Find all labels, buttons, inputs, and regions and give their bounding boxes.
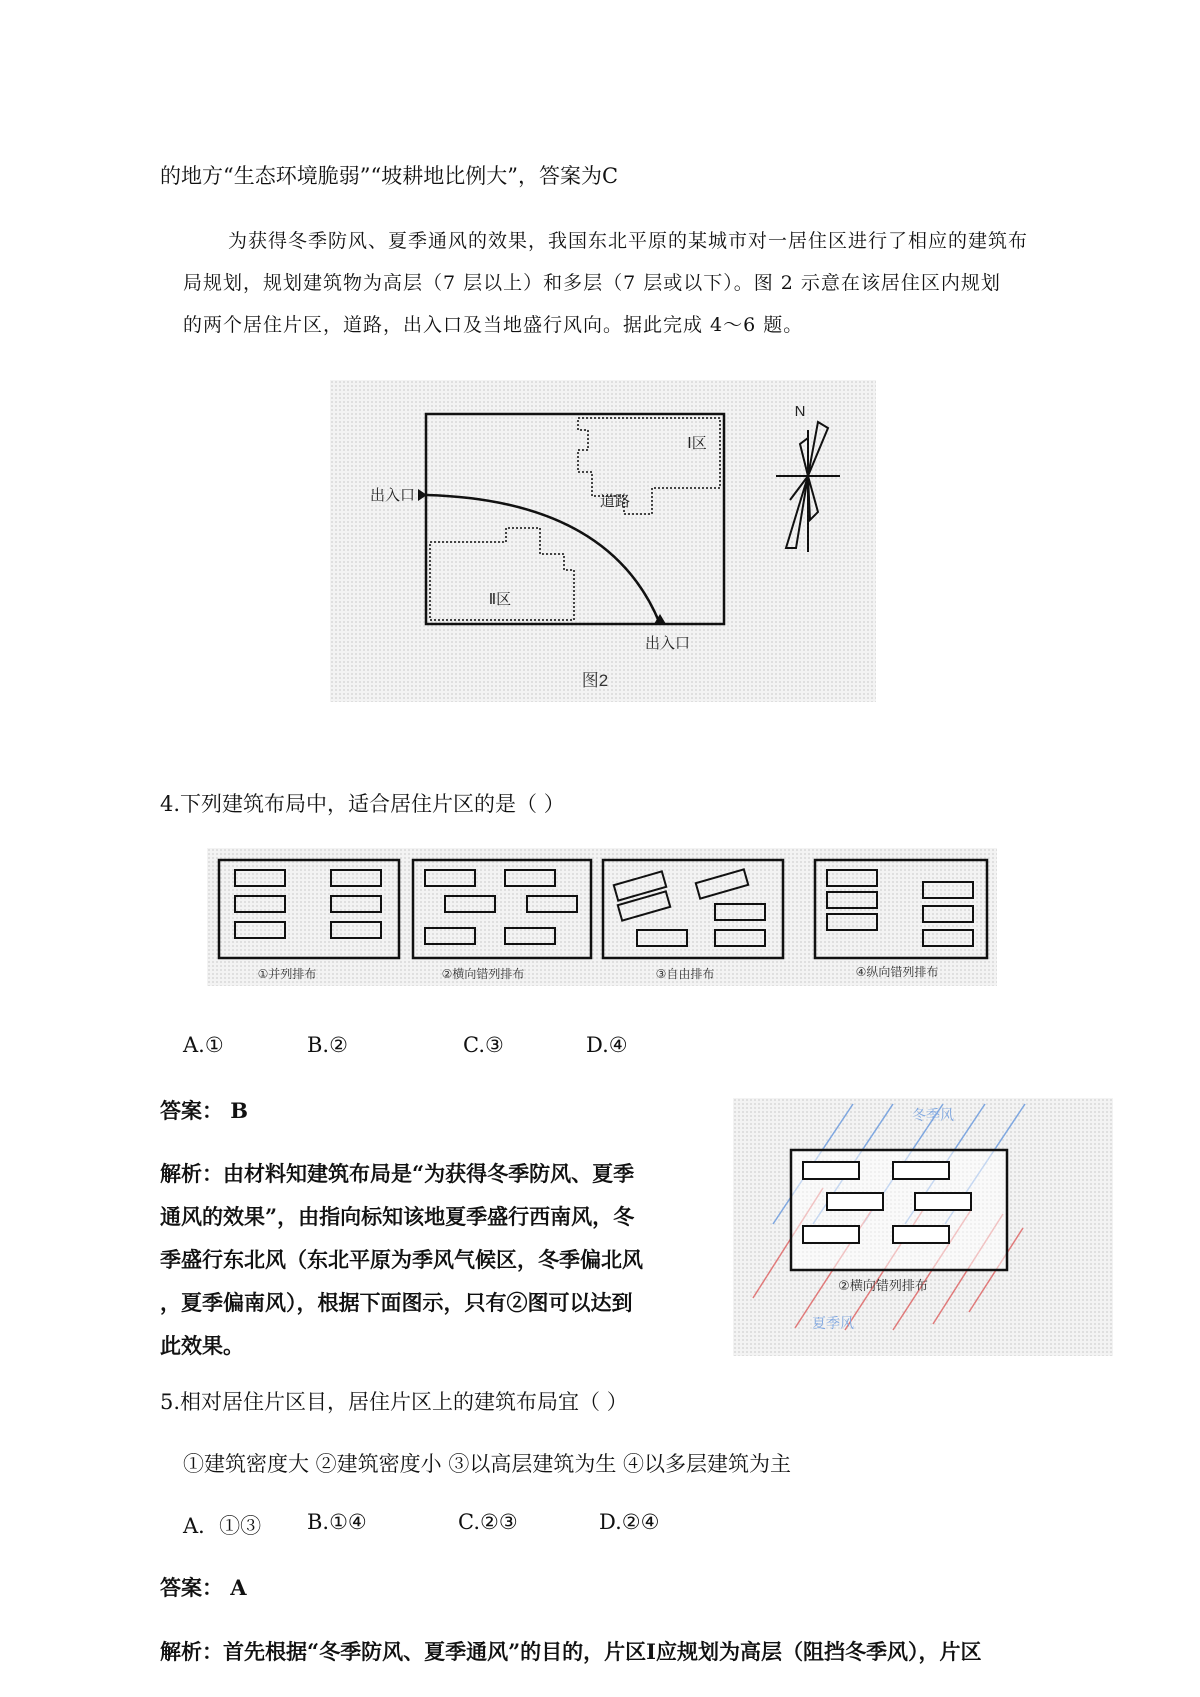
road-label: 道路 [599,493,631,510]
intro-line-1: 为获得冬季防风、夏季通风的效果，我国东北平原的某城市对一居住区进行了相应的建筑布 [228,230,1029,252]
q5-option-c: C.②③ [458,1510,518,1534]
winter-wind-label: 冬季风 [912,1107,954,1123]
residential-boundary [426,414,724,624]
layout-4-vertical-staggered [815,860,987,958]
q4-analysis-line-5: 此效果。 [160,1333,244,1358]
q5-option-d: D.②④ [599,1510,660,1534]
wind-layout-figure [733,1098,1113,1356]
q5-analysis: 解析：首先根据“冬季防风、夏季通风”的目的，片区Ⅰ应规划为高层（阻挡冬季风），片区 [160,1639,982,1664]
q5-items: ①建筑密度大 ②建筑密度小 ③以高层建筑为生 ④以多层建筑为主 [183,1452,792,1476]
q5-option-b: B.①④ [307,1510,367,1534]
north-label: N [794,403,806,420]
intro-line-2: 局规划，规划建筑物为高层（7 层以上）和多层（7 层或以下）。图 2 示意在该居住区内规划 [183,272,1001,294]
q4-analysis-line-1: 解析：由材料知建筑布局是“为获得冬季防风、夏季 [160,1161,635,1186]
q4-option-a: A.① [183,1033,224,1057]
q5-answer: 答案： A [160,1575,247,1600]
q4-analysis-line-4: ，夏季偏南风），根据下面图示，只有②图可以达到 [160,1290,633,1315]
q4-option-d: D.④ [586,1033,628,1057]
layout-3-free [603,860,783,958]
layout-options-svg [207,848,997,986]
wind-rose-icon [776,422,840,552]
text-line-top: 的地方“生态环境脆弱”“坡耕地比例大”，答案为C [160,164,619,188]
layout-2-caption: ②横向错列排布 [441,967,525,981]
summer-wind-label: 夏季风 [812,1315,854,1331]
layout-1-parallel [219,860,399,958]
q5-option-a: A．①③ [183,1514,262,1538]
layout-options-figure [207,848,997,986]
wind-figure-caption: ②横向错列排布 [838,1278,928,1293]
figure-2-caption: 图2 [581,671,609,690]
layout-2-horizontal-staggered [413,860,591,958]
wind-layout-svg [733,1098,1113,1356]
q4-answer: 答案： B [160,1098,249,1123]
q4-option-c: C.③ [463,1033,504,1057]
zone-2-label: Ⅱ区 [488,591,512,608]
zone-1-label: Ⅰ区 [687,435,707,452]
layout-4-caption: ④纵向错列排布 [855,965,939,979]
q4-analysis-line-3: 季盛行东北风（东北平原为季风气候区，冬季偏北风 [160,1247,643,1272]
west-entrance-label: 出入口 [370,487,416,504]
figure-2-svg [330,380,876,702]
question-5: 5.相对居住片区目，居住片区上的建筑布局宜（ ） [160,1390,628,1414]
figure-2 [330,380,876,702]
south-entrance-label: 出入口 [645,635,691,652]
layout-3-caption: ③自由排布 [655,967,715,981]
question-4: 4.下列建筑布局中，适合居住片区的是（ ） [160,792,565,816]
q4-analysis-line-2: 通风的效果”，由指向标知该地夏季盛行西南风，冬 [160,1204,635,1229]
layout-1-caption: ①并列排布 [257,967,317,981]
intro-line-3: 的两个居住片区，道路，出入口及当地盛行风向。据此完成 4～6 题。 [183,314,804,336]
q4-option-b: B.② [307,1033,348,1057]
